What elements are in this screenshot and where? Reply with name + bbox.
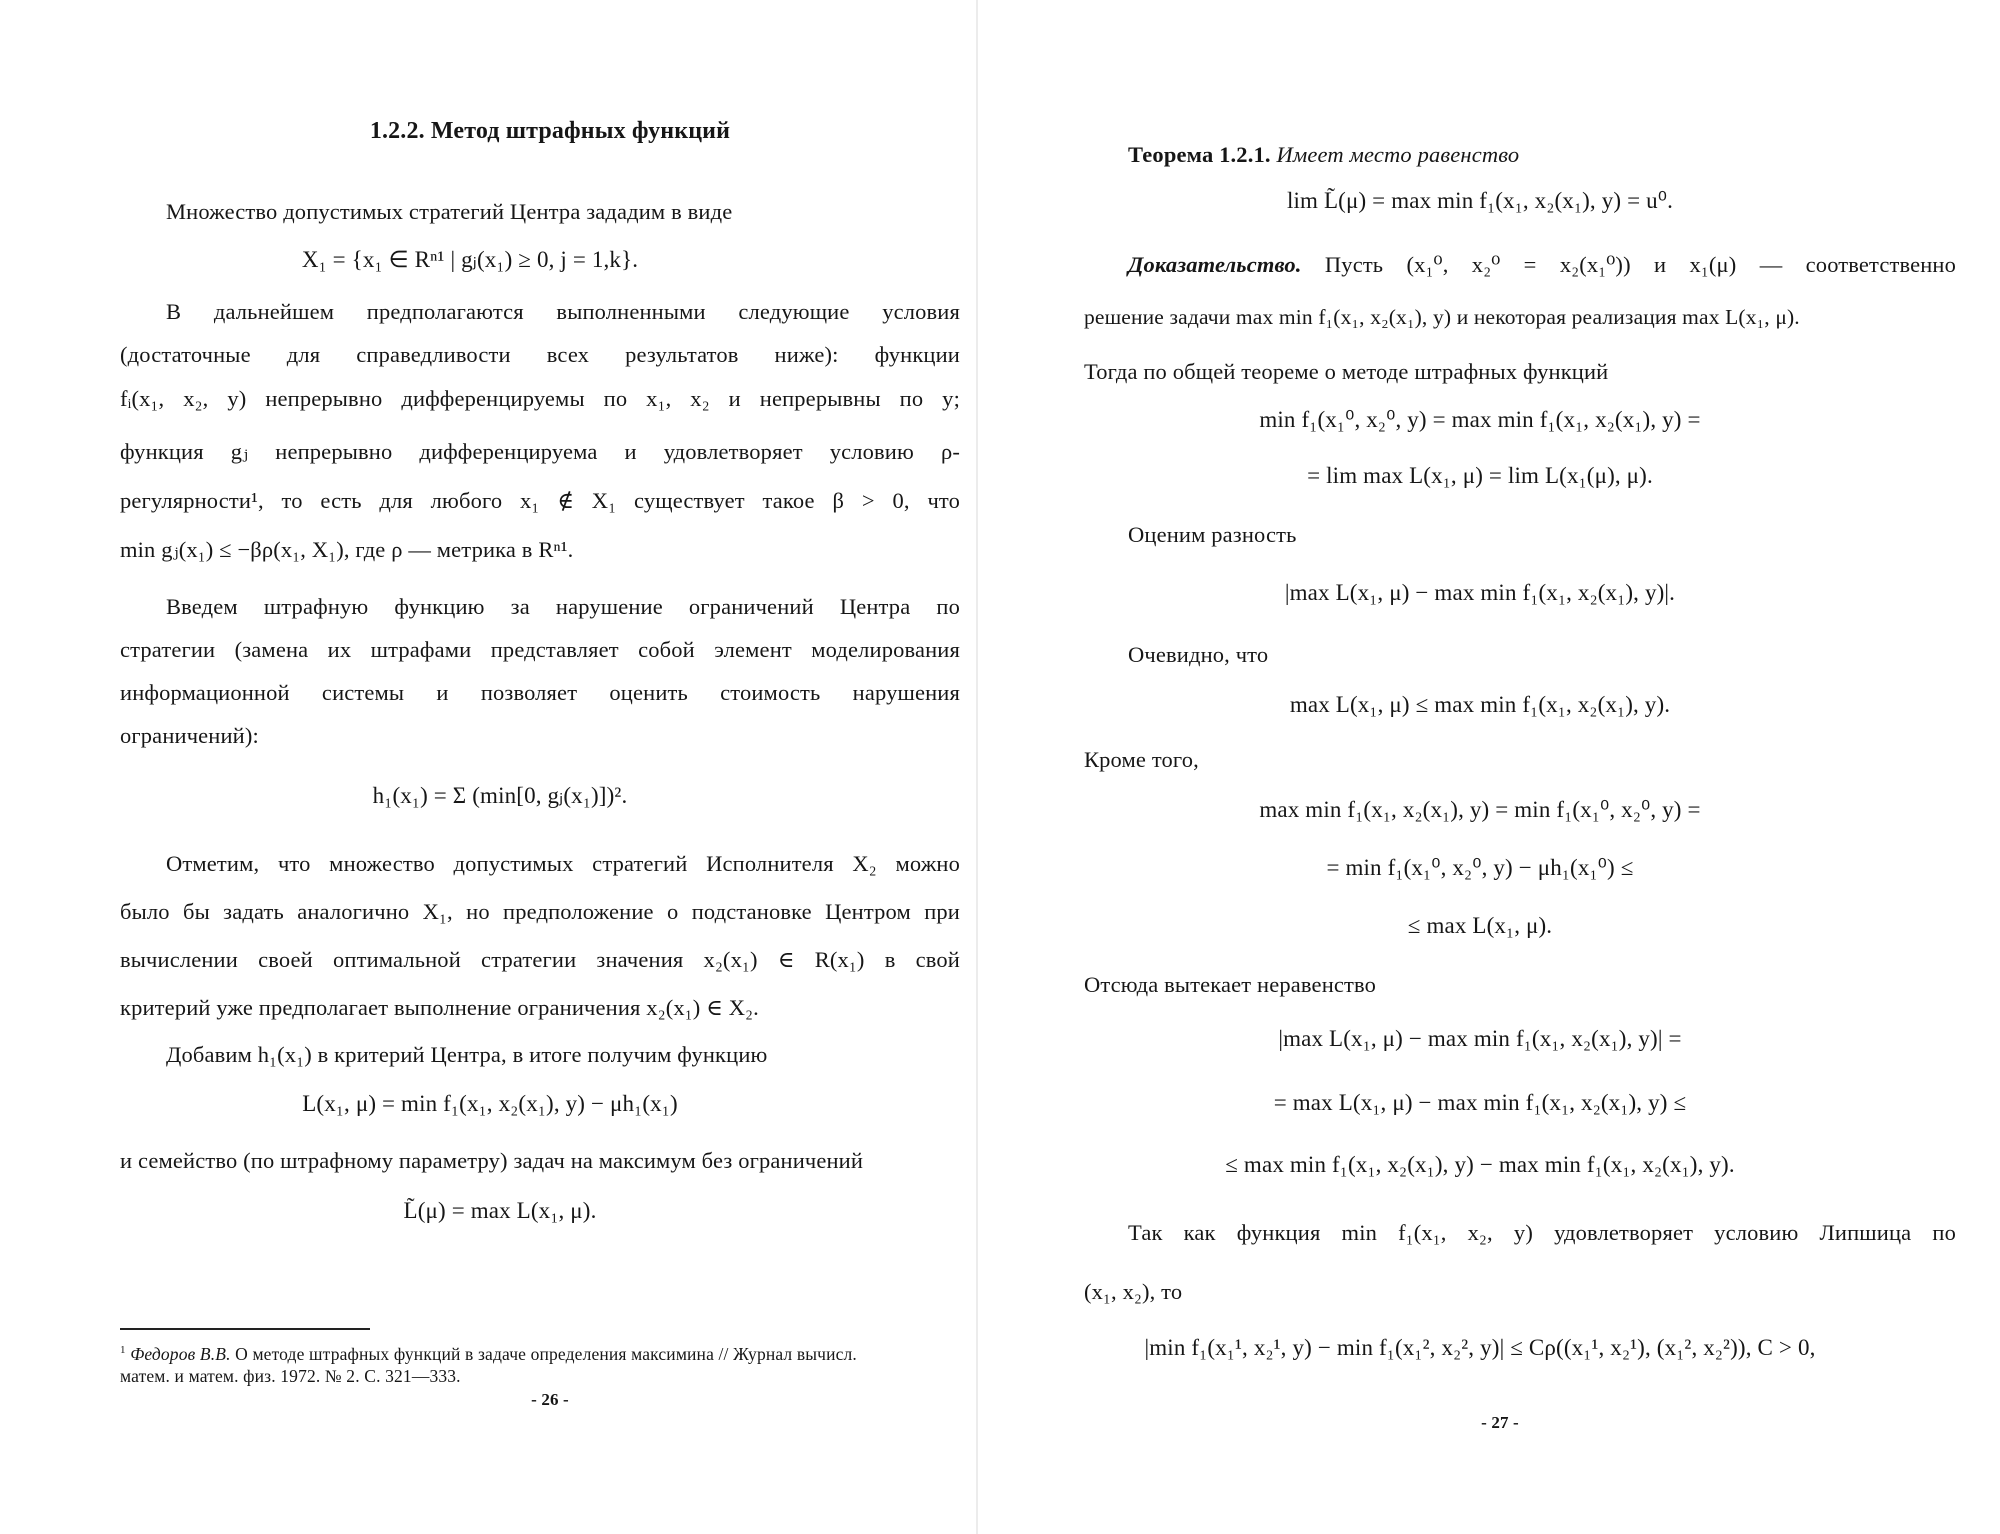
paragraph-line: Тогда по общей теореме о методе штрафных функций (1084, 359, 1609, 384)
paragraph-line: информационной системы и позволяет оценить стоимость нарушения (120, 680, 960, 705)
paragraph-line: Очевидно, что (1128, 642, 1269, 667)
formula: |max L(x₁, μ) − max min f₁(x₁, x₂(x₁), y)| = (1278, 1026, 1682, 1051)
paragraph-line: В дальнейшем предполагаются выполненными следующие условия (166, 299, 960, 324)
paragraph-line: регулярности¹, то есть для любого x₁ ∉ X₁ существует такое β > 0, что (120, 488, 960, 513)
paragraph-line: Кроме того, (1084, 747, 1199, 772)
formula: |min f₁(x₁¹, x₂¹, y) − min f₁(x₁², x₂², y)| ≤ Cρ((x₁¹, x₂¹), (x₁², x₂²)), C > 0, (1144, 1335, 1816, 1360)
paragraph-line: Доказательство. Пусть (x₁⁰, x₂⁰ = x₂(x₁⁰)) и x₁(μ) — соответственно (1128, 252, 1956, 277)
theorem-text: Имеет место равенство (1276, 142, 1520, 167)
formula: X₁ = {x₁ ∈ Rⁿ¹ | gⱼ(x₁) ≥ 0, j = 1,k}. (301, 247, 639, 272)
paragraph-line: Множество допустимых стратегий Центра зададим в виде (166, 199, 733, 224)
paragraph-line: Так как функция min f₁(x₁, x₂, y) удовлетворяет условию Липшица по (1128, 1220, 1956, 1245)
paragraph-line: (x₁, x₂), то (1084, 1279, 1183, 1304)
formula: ≤ max min f₁(x₁, x₂(x₁), y) − max min f₁(x₁, x₂(x₁), y). (1225, 1152, 1735, 1177)
paragraph-line: ограничений): (120, 723, 259, 748)
paragraph-line: вычислении своей оптимальной стратегии значения x₂(x₁) ∈ R(x₁) в свой (120, 947, 960, 972)
formula: = lim max L(x₁, μ) = lim L(x₁(μ), μ). (1307, 463, 1653, 488)
formula: max L(x₁, μ) ≤ max min f₁(x₁, x₂(x₁), y). (1289, 692, 1671, 717)
paragraph-line: было бы задать аналогично X₁, но предположение о подстановке Центром при (120, 899, 960, 924)
formula: max min f₁(x₁, x₂(x₁), y) = min f₁(x₁⁰, x₂⁰, y) = (1259, 797, 1701, 822)
formula: lim L̃(μ) = max min f₁(x₁, x₂(x₁), y) = u⁰. (1286, 188, 1674, 213)
page-number: - 27 - (1481, 1413, 1519, 1432)
formula: = max L(x₁, μ) − max min f₁(x₁, x₂(x₁), y) ≤ (1273, 1090, 1687, 1115)
footnote-rule (120, 1328, 370, 1330)
page-number: - 26 - (531, 1390, 569, 1409)
paragraph-line: fᵢ(x₁, x₂, y) непрерывно дифференцируемы по x₁, x₂ и непрерывны по y; (120, 386, 960, 411)
right-page (1000, 0, 2000, 1534)
paragraph-line: Оценим разность (1128, 522, 1297, 547)
formula: h₁(x₁) = Σ (min[0, gⱼ(x₁)])². (372, 783, 628, 808)
paragraph-line: функция gⱼ непрерывно дифференцируема и удовлетворяет условию ρ- (120, 439, 960, 464)
paragraph-line: стратегии (замена их штрафами представляет собой элемент моделирования (120, 637, 960, 662)
proof-label: Доказательство. (1128, 252, 1302, 277)
paragraph-line: и семейство (по штрафному параметру) задач на максимум без ограничений (120, 1148, 864, 1173)
footnote-author: Федоров В.В. (130, 1343, 231, 1364)
formula: L(x₁, μ) = min f₁(x₁, x₂(x₁), y) − μh₁(x₁) (302, 1091, 678, 1116)
theorem (1128, 140, 1519, 170)
section-heading: 1.2.2. Метод штрафных функций (369, 118, 731, 144)
paragraph-line: (достаточные для справедливости всех результатов ниже): функции (120, 342, 960, 367)
theorem-label: Теорема 1.2.1. (1128, 142, 1271, 167)
paragraph-line: решение задачи max min f₁(x₁, x₂(x₁), y) и некоторая реализация max L(x₁, μ). (1084, 305, 1800, 329)
paragraph-line: критерий уже предполагает выполнение ограничения x₂(x₁) ∈ X₂. (120, 995, 759, 1020)
paragraph-line: Отсюда вытекает неравенство (1084, 972, 1377, 997)
formula: L̃(μ) = max L(x₁, μ). (403, 1198, 597, 1223)
paragraph-line: Введем штрафную функцию за нарушение ограничений Центра по (166, 594, 960, 619)
formula: |max L(x₁, μ) − max min f₁(x₁, x₂(x₁), y)|. (1284, 580, 1676, 605)
formula: = min f₁(x₁⁰, x₂⁰, y) − μh₁(x₁⁰) ≤ (1326, 855, 1634, 880)
footnote: $^1$ Федоров В.В. О методе штрафных функций в задаче определения максимина // Журнал вычисл. (120, 1343, 857, 1364)
footnote-line: матем. и матем. физ. 1972. № 2. С. 321—333. (120, 1366, 461, 1386)
paragraph-line: Добавим h₁(x₁) в критерий Центра, в итоге получим функцию (166, 1042, 768, 1067)
formula: ≤ max L(x₁, μ). (1407, 913, 1553, 938)
formula: min f₁(x₁⁰, x₂⁰, y) = max min f₁(x₁, x₂(x₁), y) = (1259, 407, 1701, 432)
paragraph-line: Отметим, что множество допустимых стратегий Исполнителя X₂ можно (166, 851, 960, 876)
paragraph-line: min gⱼ(x₁) ≤ −βρ(x₁, X₁), где ρ — метрика в Rⁿ¹. (120, 537, 574, 562)
